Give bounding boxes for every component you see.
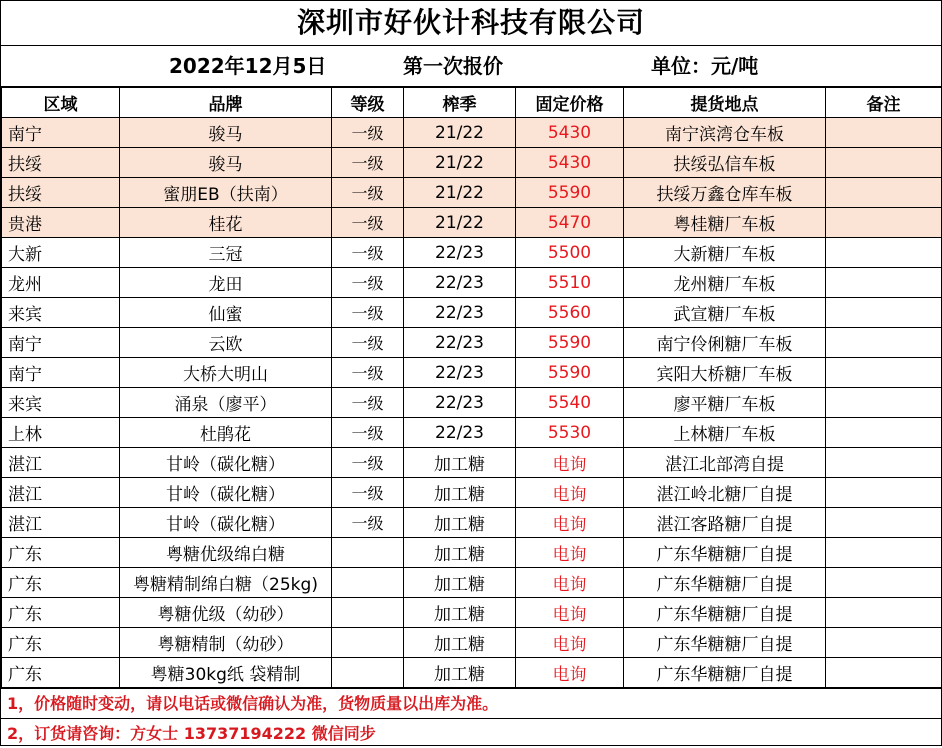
cell-note — [826, 148, 942, 178]
cell-grade: 一级 — [332, 118, 404, 148]
cell-price: 5560 — [516, 298, 624, 328]
cell-location: 南宁伶俐糖厂车板 — [624, 328, 826, 358]
cell-price: 电询 — [516, 568, 624, 598]
company-title: 深圳市好伙计科技有限公司 — [1, 1, 941, 46]
cell-note — [826, 298, 942, 328]
cell-grade: 一级 — [332, 238, 404, 268]
note-line-2: 2，订货请咨询：方女士 13737194222 微信同步 — [1, 718, 941, 748]
cell-season: 21/22 — [404, 208, 516, 238]
cell-brand: 骏马 — [120, 148, 332, 178]
cell-region: 来宾 — [2, 388, 120, 418]
cell-note — [826, 508, 942, 538]
cell-season: 22/23 — [404, 388, 516, 418]
cell-season: 加工糖 — [404, 598, 516, 628]
cell-season: 22/23 — [404, 358, 516, 388]
price-table — [1, 87, 942, 688]
cell-note — [826, 538, 942, 568]
cell-region: 广东 — [2, 628, 120, 658]
cell-location: 廖平糖厂车板 — [624, 388, 826, 418]
cell-price: 电询 — [516, 538, 624, 568]
cell-grade: 一级 — [332, 478, 404, 508]
cell-location: 广东华糖糖厂自提 — [624, 628, 826, 658]
table-row — [2, 568, 942, 598]
cell-price: 电询 — [516, 658, 624, 688]
col-header-region: 区域 — [2, 88, 120, 118]
cell-price: 电询 — [516, 598, 624, 628]
cell-price: 5530 — [516, 418, 624, 448]
cell-season: 22/23 — [404, 298, 516, 328]
cell-price: 5510 — [516, 268, 624, 298]
note-line-1: 1，价格随时变动，请以电话或微信确认为准，货物质量以出库为准。 — [1, 688, 941, 718]
cell-season: 22/23 — [404, 268, 516, 298]
cell-grade: 一级 — [332, 268, 404, 298]
col-header-location: 提货地点 — [624, 88, 826, 118]
cell-brand: 三冠 — [120, 238, 332, 268]
cell-note — [826, 238, 942, 268]
table-row — [2, 448, 942, 478]
cell-price: 5500 — [516, 238, 624, 268]
cell-season: 22/23 — [404, 238, 516, 268]
cell-price: 5590 — [516, 178, 624, 208]
col-header-grade: 等级 — [332, 88, 404, 118]
quote-round: 第一次报价 — [403, 54, 503, 78]
cell-grade: 一级 — [332, 298, 404, 328]
cell-location: 龙州糖厂车板 — [624, 268, 826, 298]
cell-price: 5470 — [516, 208, 624, 238]
cell-price: 电询 — [516, 508, 624, 538]
cell-note — [826, 118, 942, 148]
cell-brand: 骏马 — [120, 118, 332, 148]
cell-brand: 云欧 — [120, 328, 332, 358]
cell-note — [826, 658, 942, 688]
cell-location: 广东华糖糖厂自提 — [624, 538, 826, 568]
cell-location: 扶绥万鑫仓库车板 — [624, 178, 826, 208]
cell-season: 加工糖 — [404, 538, 516, 568]
cell-season: 22/23 — [404, 418, 516, 448]
cell-location: 扶绥弘信车板 — [624, 148, 826, 178]
cell-note — [826, 568, 942, 598]
cell-brand: 龙田 — [120, 268, 332, 298]
table-row — [2, 388, 942, 418]
cell-region: 湛江 — [2, 478, 120, 508]
price-unit: 单位：元/吨 — [651, 54, 759, 78]
cell-region: 贵港 — [2, 208, 120, 238]
cell-region: 广东 — [2, 658, 120, 688]
cell-note — [826, 328, 942, 358]
cell-region: 南宁 — [2, 118, 120, 148]
quote-subheader — [1, 46, 941, 87]
cell-location: 广东华糖糖厂自提 — [624, 658, 826, 688]
cell-brand: 杜鹃花 — [120, 418, 332, 448]
table-row — [2, 328, 942, 358]
table-row — [2, 238, 942, 268]
table-row — [2, 658, 942, 688]
cell-region: 广东 — [2, 568, 120, 598]
cell-note — [826, 628, 942, 658]
cell-location: 广东华糖糖厂自提 — [624, 598, 826, 628]
cell-season: 加工糖 — [404, 568, 516, 598]
cell-location: 上林糖厂车板 — [624, 418, 826, 448]
cell-brand: 蜜朋EB（扶南） — [120, 178, 332, 208]
quote-date: 2022年12月5日 — [169, 54, 327, 78]
cell-location: 粤桂糖厂车板 — [624, 208, 826, 238]
cell-location: 武宣糖厂车板 — [624, 298, 826, 328]
cell-brand: 粤糖优级绵白糖 — [120, 538, 332, 568]
cell-brand: 粤糖30kg纸 袋精制 — [120, 658, 332, 688]
cell-price: 电询 — [516, 478, 624, 508]
cell-grade — [332, 568, 404, 598]
cell-season: 加工糖 — [404, 478, 516, 508]
cell-location: 大新糖厂车板 — [624, 238, 826, 268]
table-row — [2, 208, 942, 238]
cell-grade — [332, 658, 404, 688]
cell-price: 电询 — [516, 448, 624, 478]
cell-region: 大新 — [2, 238, 120, 268]
cell-grade: 一级 — [332, 148, 404, 178]
cell-note — [826, 418, 942, 448]
cell-price: 5540 — [516, 388, 624, 418]
cell-season: 21/22 — [404, 148, 516, 178]
cell-location: 南宁滨湾仓车板 — [624, 118, 826, 148]
table-row — [2, 148, 942, 178]
cell-region: 扶绥 — [2, 148, 120, 178]
cell-grade: 一级 — [332, 448, 404, 478]
col-header-season: 榨季 — [404, 88, 516, 118]
cell-price: 5430 — [516, 148, 624, 178]
cell-note — [826, 598, 942, 628]
cell-grade — [332, 538, 404, 568]
cell-price: 5590 — [516, 358, 624, 388]
cell-grade: 一级 — [332, 208, 404, 238]
cell-brand: 甘岭（碳化糖） — [120, 448, 332, 478]
cell-region: 来宾 — [2, 298, 120, 328]
table-row — [2, 178, 942, 208]
cell-region: 扶绥 — [2, 178, 120, 208]
cell-note — [826, 268, 942, 298]
cell-region: 上林 — [2, 418, 120, 448]
col-header-note: 备注 — [826, 88, 942, 118]
table-row — [2, 598, 942, 628]
cell-price: 电询 — [516, 628, 624, 658]
cell-location: 宾阳大桥糖厂车板 — [624, 358, 826, 388]
cell-brand: 甘岭（碳化糖） — [120, 508, 332, 538]
cell-note — [826, 178, 942, 208]
cell-season: 22/23 — [404, 328, 516, 358]
cell-region: 湛江 — [2, 448, 120, 478]
cell-region: 广东 — [2, 538, 120, 568]
cell-region: 湛江 — [2, 508, 120, 538]
col-header-price: 固定价格 — [516, 88, 624, 118]
cell-grade — [332, 628, 404, 658]
table-row — [2, 538, 942, 568]
cell-grade — [332, 598, 404, 628]
table-row — [2, 628, 942, 658]
cell-price: 5430 — [516, 118, 624, 148]
cell-region: 龙州 — [2, 268, 120, 298]
cell-season: 加工糖 — [404, 508, 516, 538]
cell-location: 湛江北部湾自提 — [624, 448, 826, 478]
cell-note — [826, 388, 942, 418]
cell-note — [826, 208, 942, 238]
cell-season: 加工糖 — [404, 658, 516, 688]
cell-brand: 粤糖精制绵白糖（25kg) — [120, 568, 332, 598]
cell-location: 广东华糖糖厂自提 — [624, 568, 826, 598]
cell-brand: 粤糖优级（幼砂） — [120, 598, 332, 628]
cell-region: 南宁 — [2, 328, 120, 358]
cell-note — [826, 478, 942, 508]
cell-brand: 桂花 — [120, 208, 332, 238]
cell-grade: 一级 — [332, 328, 404, 358]
cell-grade: 一级 — [332, 178, 404, 208]
table-row — [2, 478, 942, 508]
cell-grade: 一级 — [332, 358, 404, 388]
cell-brand: 粤糖精制（幼砂） — [120, 628, 332, 658]
cell-season: 加工糖 — [404, 628, 516, 658]
cell-season: 21/22 — [404, 178, 516, 208]
table-row — [2, 418, 942, 448]
cell-season: 加工糖 — [404, 448, 516, 478]
table-header-row — [2, 88, 942, 118]
col-header-brand: 品牌 — [120, 88, 332, 118]
cell-brand: 甘岭（碳化糖） — [120, 478, 332, 508]
cell-location: 湛江岭北糖厂自提 — [624, 478, 826, 508]
cell-region: 南宁 — [2, 358, 120, 388]
table-body — [2, 118, 942, 688]
table-row — [2, 118, 942, 148]
cell-grade: 一级 — [332, 508, 404, 538]
cell-brand: 涌泉（廖平） — [120, 388, 332, 418]
table-row — [2, 298, 942, 328]
cell-brand: 大桥大明山 — [120, 358, 332, 388]
cell-grade: 一级 — [332, 418, 404, 448]
cell-note — [826, 358, 942, 388]
cell-note — [826, 448, 942, 478]
cell-season: 21/22 — [404, 118, 516, 148]
table-row — [2, 358, 942, 388]
cell-grade: 一级 — [332, 388, 404, 418]
cell-price: 5590 — [516, 328, 624, 358]
table-row — [2, 508, 942, 538]
cell-region: 广东 — [2, 598, 120, 628]
cell-brand: 仙蜜 — [120, 298, 332, 328]
table-row — [2, 268, 942, 298]
cell-location: 湛江客路糖厂自提 — [624, 508, 826, 538]
